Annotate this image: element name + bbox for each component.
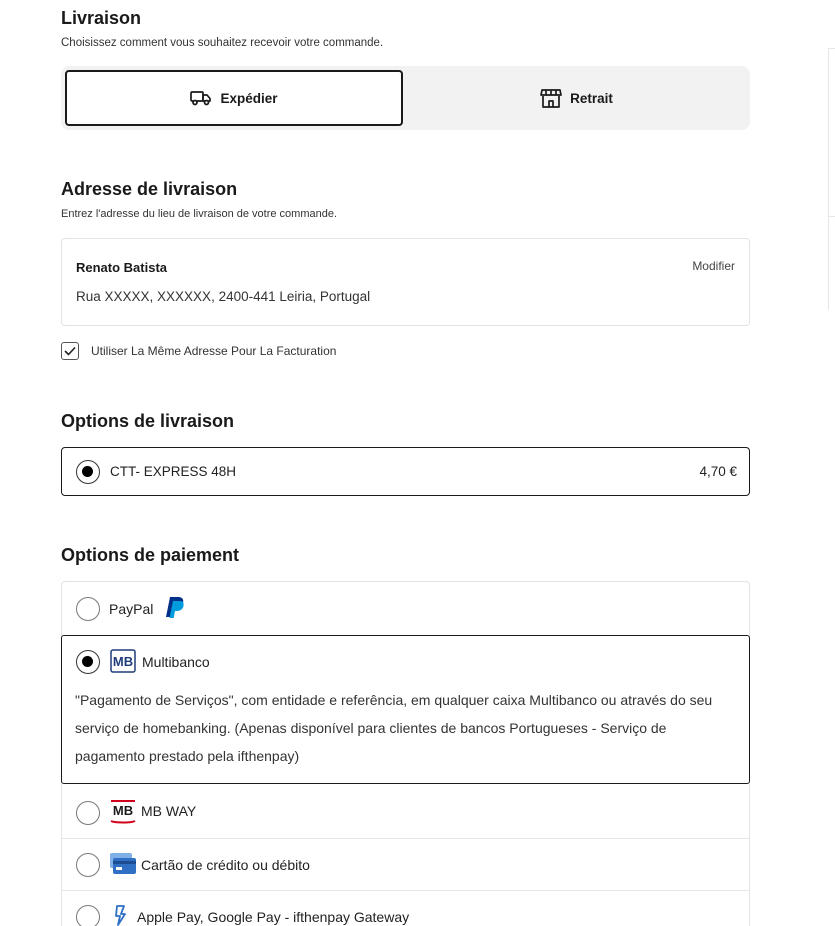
payment-label-ifthenpay: Apple Pay, Google Pay - ifthenpay Gateway	[137, 909, 410, 925]
page-edge-scroll-region	[828, 48, 835, 310]
ifthenpay-icon	[113, 904, 127, 926]
shipping-options-title: Options de livraison	[61, 411, 235, 431]
mbway-icon	[110, 799, 136, 830]
payment-label-paypal: PayPal	[109, 601, 154, 617]
store-icon	[540, 88, 562, 108]
address-line: Rua XXXXX, XXXXXX, 2400-441 Leiria, Portugal	[76, 289, 371, 304]
same-billing-label: Utiliser La Même Adresse Pour La Facturation	[91, 344, 337, 358]
payment-label-mbway: MB WAY	[141, 803, 197, 819]
delivery-method-toggle	[61, 66, 750, 130]
payment-radio-multibanco[interactable]	[76, 650, 100, 674]
shipping-option-row[interactable]	[61, 447, 750, 496]
payment-option-multibanco[interactable]	[61, 635, 750, 784]
payment-radio-mbway[interactable]	[76, 801, 100, 825]
multibanco-icon	[110, 649, 136, 678]
credit-card-icon	[109, 852, 137, 881]
payment-option-mbway[interactable]	[61, 784, 750, 838]
edge-divider	[829, 216, 835, 217]
shipping-option-radio[interactable]	[76, 460, 100, 484]
pickup-option-button[interactable]	[407, 70, 746, 126]
delivery-title: Livraison	[61, 8, 142, 28]
paypal-icon	[165, 596, 187, 625]
address-subtitle: Entrez l'adresse du lieu de livraison de votre commande.	[61, 208, 338, 220]
ship-option-label: Expédier	[220, 90, 278, 106]
pickup-option-label: Retrait	[570, 90, 613, 106]
truck-icon	[190, 90, 212, 106]
checkmark-icon	[64, 346, 76, 356]
payment-radio-paypal[interactable]	[76, 597, 100, 621]
payment-description-multibanco: "Pagamento de Serviços", com entidade e referência, em qualquer caixa Multibanco ou através do seu serviço de homebanking. (Apenas disponível para clientes de bancos Portugueses - Serviço de pagamento prestado pela ifthenpay)	[75, 692, 713, 764]
payment-radio-card[interactable]	[76, 853, 100, 877]
payment-radio-ifthenpay[interactable]	[76, 905, 100, 926]
payment-option-card[interactable]	[61, 838, 750, 890]
same-billing-checkbox[interactable]	[61, 342, 79, 360]
shipping-option-price: 4,70 €	[699, 464, 737, 479]
ship-option-button[interactable]	[65, 70, 403, 126]
edge-divider	[829, 48, 835, 49]
payment-label-multibanco: Multibanco	[142, 654, 210, 670]
delivery-subtitle: Choisissez comment vous souhaitez recevoir votre commande.	[61, 37, 384, 49]
payment-label-card: Cartão de crédito ou débito	[141, 857, 310, 873]
payment-option-paypal[interactable]	[61, 582, 750, 635]
svg-text:MB: MB	[112, 654, 134, 669]
edit-address-link[interactable]: Modifier	[692, 259, 735, 273]
payment-option-ifthenpay[interactable]	[61, 890, 750, 926]
shipping-option-label: CTT- EXPRESS 48H	[110, 464, 237, 479]
address-title: Adresse de livraison	[61, 179, 238, 199]
address-recipient-name: Renato Batista	[76, 260, 168, 275]
svg-text:MB: MB	[112, 803, 134, 818]
payment-options-title: Options de paiement	[61, 545, 240, 565]
address-card	[61, 238, 750, 326]
same-billing-row	[61, 342, 336, 360]
